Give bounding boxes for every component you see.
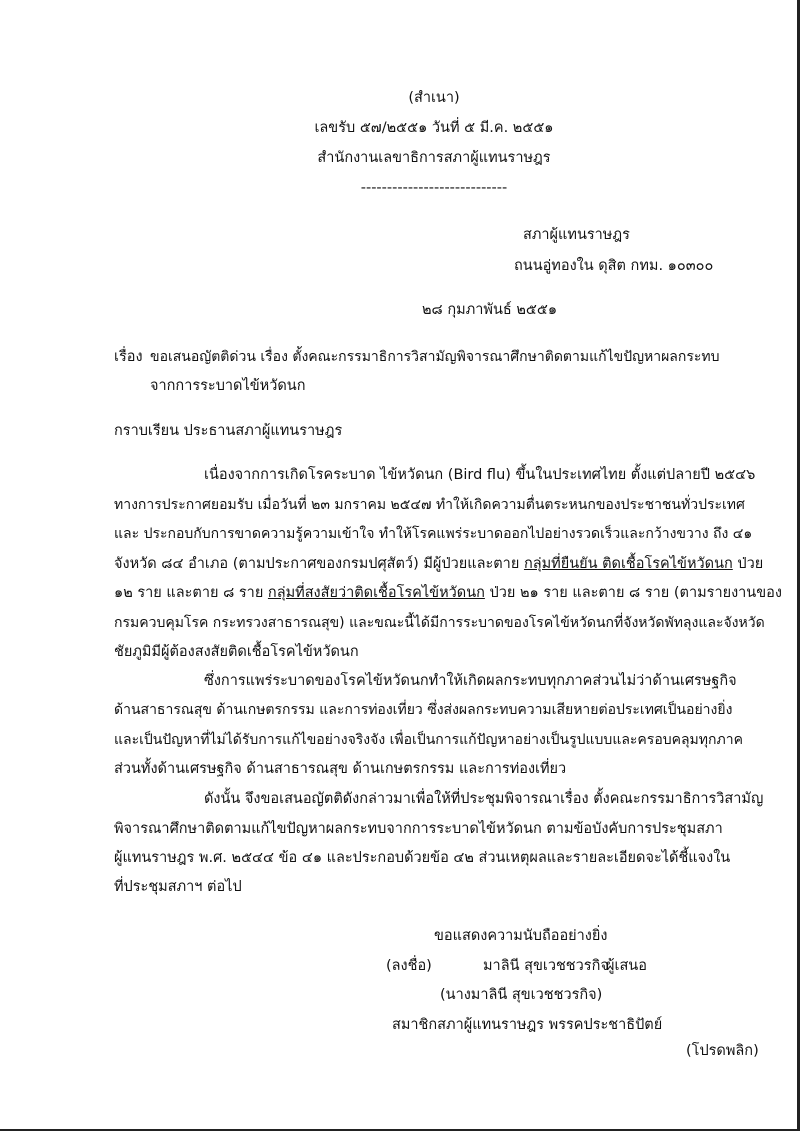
para2-line-2: ด้านสาธารณสุข ด้านเกษตรกรรม และการท่องเที่ยว ซึ่งส่งผลกระทบความเสียหายต่อประเทศเป็นอย่างยิ่ง (114, 702, 733, 718)
printed-name: (นางมาลินี สุขเวชชวรกิจ) (440, 987, 603, 1003)
subject-line-2: จากการระบาดไข้หวัดนก (150, 378, 306, 394)
para3-line-1: ดังนั้น จึงขอเสนอญัตติดังกล่าวมาเพื่อให้ที่ประชุมพิจารณาเรื่อง ตั้งคณะกรรมาธิการวิสามัญ (204, 791, 764, 807)
subject-line-1: ขอเสนอญัตติด่วน เรื่อง ตั้งคณะกรรมาธิการวิสามัญพิจารณาศึกษาติดตามแก้ไขปัญหาผลกระทบ (150, 349, 720, 365)
para1-line-4-end: ป่วย (732, 556, 764, 572)
para1-line-2: ทางการประกาศยอมรับ เมื่อวันที่ ๒๓ มกราคม ๒๕๔๗ ทำให้เกิดความตื่นตระหนกของประชาชนทั่วประเทศ (114, 497, 745, 513)
para1-line-1: เนื่องจากการเกิดโรคระบาด ไข้หวัดนก (Bird flu) ขึ้นในประเทศไทย ตั้งแต่ปลายปี ๒๕๔๖ (204, 467, 756, 483)
salutation: กราบเรียน ประธานสภาผู้แทนราษฎร (114, 423, 343, 439)
para1-line-4-text: จังหวัด ๘๔ อำเภอ (ตามประกาศของกรมปศุสัตว์) มีผู้ป่วยและตาย (114, 556, 524, 572)
para3-line-3: ผู้แทนราษฎร พ.ศ. ๒๕๔๔ ข้อ ๔๑ และประกอบด้วยข้อ ๔๒ ส่วนเหตุผลและรายละเอียดจะได้ชี้แจงใน (114, 850, 731, 866)
turn-over-note: (โปรดพลิก) (686, 1043, 759, 1059)
para2-line-3: และเป็นปัญหาที่ไม่ได้รับการแก้ไขอย่างจริงจัง เพื่อเป็นการแก้ปัญหาอย่างเป็นรูปแบบและครอบคลุมทุกภาค (114, 732, 743, 748)
para1-line-4 (114, 554, 763, 574)
para3-line-2: พิจารณาศึกษาติดตามแก้ไขปัญหาผลกระทบจากการระบาดไข้หวัดนก ตามข้อบังคับการประชุมสภา (114, 821, 723, 837)
confirmed-group-text: กลุ่มที่ยืนยัน ติดเชื้อโรคไข้หวัดนก (523, 556, 733, 572)
address-street: ถนนอู่ทองใน ดุสิต กทม. ๑๐๓๐๐ (514, 258, 714, 274)
address-org: สภาผู้แทนราษฎร (523, 227, 630, 243)
letter-date: ๒๘ กุมภาพันธ์ ๒๕๕๑ (422, 302, 558, 318)
closing-respect: ขอแสดงความนับถืออย่างยิ่ง (434, 928, 608, 944)
para2-line-4: ส่วนทั้งด้านเศรษฐกิจ ด้านสาธารณสุข ด้านเกษตรกรรม และการท่องเที่ยว (114, 761, 567, 777)
para1-line-5 (114, 583, 782, 603)
member-position: สมาชิกสภาผู้แทนราษฎร พรรคประชาธิปัตย์ (392, 1017, 663, 1033)
proposer-role: ผู้เสนอ (606, 958, 647, 974)
subject-label: เรื่อง (114, 349, 143, 365)
para1-line-3: และ ประกอบกับการขาดความรู้ความเข้าใจ ทำให้โรคแพร่ระบาดออกไปอย่างรวดเร็วและกว้างขวาง ถึง ๔๑ (114, 526, 753, 542)
separator-line: ---------------------------- (360, 180, 508, 196)
sign-label: (ลงชื่อ) (386, 958, 432, 974)
para3-line-4: ที่ประชุมสภาฯ ต่อไป (114, 879, 242, 895)
para1-line-6: กรมควบคุมโรค กระทรวงสาธารณสุข) และขณะนี้ได้มีการระบาดของโรคไข้หวัดนกที่จังหวัดพัทลุงและจังหวัด (114, 615, 765, 631)
copy-mark: (สำเนา) (408, 90, 460, 106)
para1-line-5-end: ป่วย ๒๑ ราย และตาย ๘ ราย (ตามรายงานของ (484, 585, 782, 601)
office-name: สำนักงานเลขาธิการสภาผู้แทนราษฎร (317, 150, 551, 166)
signature-name: มาลินี สุขเวชชวรกิจ (483, 958, 609, 974)
para1-line-7: ชัยภูมิมีผู้ต้องสงสัยติดเชื้อโรคไข้หวัดนก (114, 644, 359, 660)
para2-line-1: ซึ่งการแพร่ระบาดของโรคไข้หวัดนกทำให้เกิดผลกระทบทุกภาคส่วนไม่ว่าด้านเศรษฐกิจ (204, 673, 737, 689)
suspected-group-text: กลุ่มที่สงสัยว่าติดเชื้อโรคไข้หวัดนก (267, 585, 485, 601)
para1-line-5-text: ๑๒ ราย และตาย ๘ ราย (114, 585, 268, 601)
receipt-number: เลขรับ ๕๗/๒๕๕๑ วันที่ ๕ มี.ค. ๒๕๕๑ (314, 120, 554, 136)
